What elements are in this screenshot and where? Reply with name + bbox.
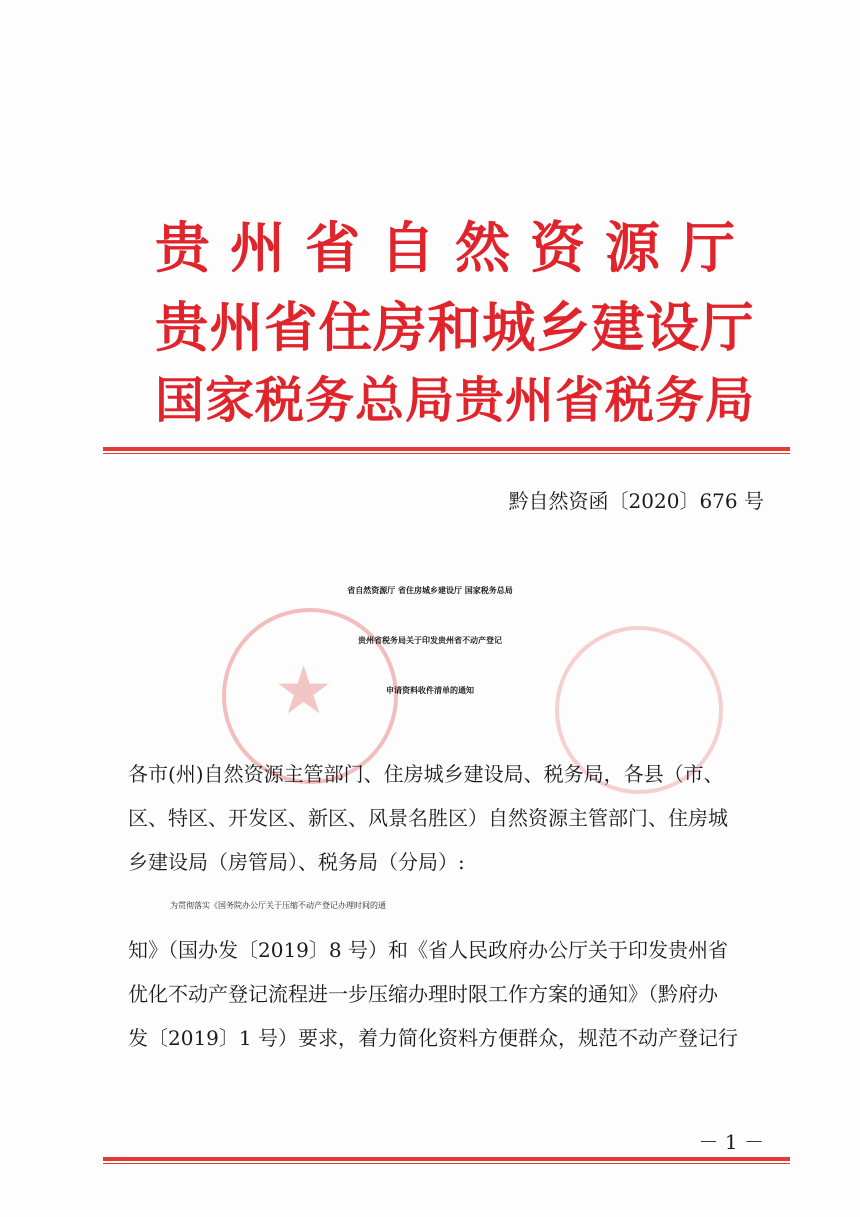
body-line: 乡建设局（房管局）、税务局（分局）:: [128, 850, 465, 874]
body-line: 各市(州)自然资源主管部门、住房城乡建设局、税务局，各县（市、: [128, 762, 724, 786]
issuer-header-line-3: 国家税务总局贵州省税务局: [155, 372, 756, 429]
document-number: 黔自然资函〔2020〕676 号: [508, 489, 764, 513]
header-divider-thick: [103, 447, 790, 451]
header-divider-thin: [103, 453, 790, 454]
body-line: 为贯彻落实《国务院办公厅关于压缩不动产登记办理时间的通: [170, 901, 386, 910]
body-line: 知》（国办发〔2019〕8 号）和《省人民政府办公厅关于印发贵州省: [128, 938, 728, 962]
title-line-3: 申请资料收件清单的通知: [386, 686, 474, 695]
body-line: 优化不动产登记流程进一步压缩办理时限工作方案的通知》（黔府办: [128, 982, 718, 1006]
issuer-header-line-2: 贵州省住房和城乡建设厅: [155, 296, 755, 359]
footer-divider-thin: [103, 1163, 790, 1164]
seal-star-icon: ★: [274, 652, 334, 729]
body-text: [128, 752, 768, 1060]
title-line-1: 省自然资源厅 省住房城乡建设厅 国家税务总局: [347, 586, 513, 595]
document-title: [0, 566, 860, 716]
footer-divider-thick: [103, 1157, 790, 1161]
body-line: 区、特区、开发区、新区、风景名胜区）自然资源主管部门、住房城: [128, 806, 728, 830]
title-line-2: 贵州省税务局关于印发贵州省不动产登记: [358, 636, 502, 645]
page-number: － 1 －: [698, 1130, 764, 1154]
body-line: 发〔2019〕1 号）要求，着力简化资料方便群众，规范不动产登记行: [128, 1026, 738, 1050]
issuer-header-line-1: 贵州省自然资源厅: [155, 216, 756, 280]
